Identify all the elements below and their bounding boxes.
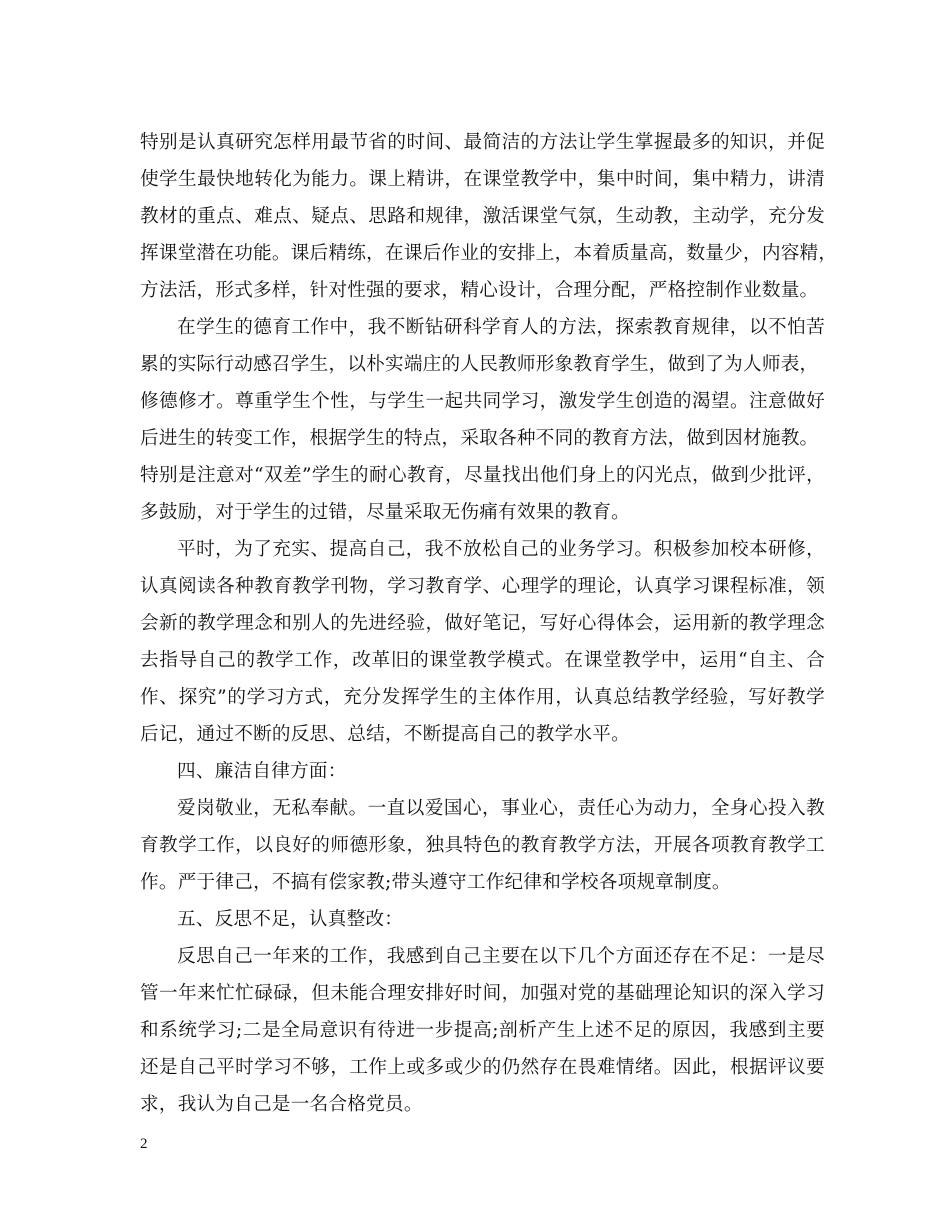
text-line: 方法活，形式多样，针对性强的要求，精心设计，合理分配，严格控制作业数量。	[140, 280, 819, 301]
text-line: 教材的重点、难点、疑点、思路和规律，激活课堂气氛，生动教，主动学，充分发	[140, 206, 825, 227]
text-line: 修德修才。尊重学生个性，与学生一起共同学习，激发学生创造的渴望。注意做好	[140, 391, 825, 412]
text-line: 管一年来忙忙碌碌，但未能合理安排好时间，加强对党的基础理论知识的深入学习	[140, 983, 825, 1004]
text-line: 作、探究”的学习方式，充分发挥学生的主体作用，认真总结教学经验，写好教学	[140, 687, 825, 708]
text-line: 作。严于律己，不搞有偿家教;带头遵守工作纪律和学校各项规章制度。	[140, 872, 731, 893]
text-line: 去指导自己的教学工作，改革旧的课堂教学模式。在课堂教学中，运用“自主、合	[140, 650, 825, 671]
text-line: 还是自己平时学习不够，工作上或多或少的仍然存在畏难情绪。因此，根据评议要	[140, 1057, 825, 1078]
text-line: 特别是注意对“双差”学生的耐心教育，尽量找出他们身上的闪光点，做到少批评，	[140, 465, 825, 486]
text-line: 多鼓励，对于学生的过错，尽量采取无伤痛有效果的教育。	[140, 502, 630, 523]
text-line: 挥课堂潜在功能。课后精练，在课后作业的安排上，本着质量高，数量少，内容精，	[140, 243, 838, 264]
paragraph-first-line: 在学生的德育工作中，我不断钻研科学育人的方法，探索教育规律，以不怕苦	[177, 317, 825, 338]
text-line: 累的实际行动感召学生，以朴实端庄的人民教师形象教育学生，做到了为人师表，	[140, 354, 819, 375]
document-body	[140, 124, 838, 1123]
text-line: 育教学工作，以良好的师德形象，独具特色的教育教学方法，开展各项教育教学工	[140, 835, 825, 856]
text-line: 后记，通过不断的反思、总结，不断提高自己的教学水平。	[140, 724, 630, 745]
section-heading: 五、反思不足，认真整改：	[177, 909, 404, 930]
paragraph-first-line: 爱岗敬业，无私奉献。一直以爱国心，事业心，责任心为动力，全身心投入教	[177, 798, 825, 819]
text-line: 和系统学习;二是全局意识有待进一步提高;剖析产生上述不足的原因，我感到主要	[140, 1020, 825, 1041]
text-line: 求，我认为自己是一名合格党员。	[140, 1094, 423, 1115]
text-line: 认真阅读各种教育教学刊物，学习教育学、心理学的理论，认真学习课程标准，领	[140, 576, 825, 597]
page-number: 2	[140, 1136, 148, 1152]
paragraph-first-line: 反思自己一年来的工作，我感到自己主要在以下几个方面还存在不足：一是尽	[177, 946, 825, 967]
text-line: 后进生的转变工作，根据学生的特点，采取各种不同的教育方法，做到因材施教。	[140, 428, 819, 449]
text-line: 特别是认真研究怎样用最节省的时间、最简洁的方法让学生掌握最多的知识，并促	[140, 132, 825, 153]
text-line: 会新的教学理念和别人的先进经验，做好笔记，写好心得体会，运用新的教学理念	[140, 613, 825, 634]
section-heading: 四、廉洁自律方面：	[177, 761, 347, 782]
paragraph-first-line: 平时，为了充实、提高自己，我不放松自己的业务学习。积极参加校本研修，	[177, 539, 825, 560]
text-line: 使学生最快地转化为能力。课上精讲，在课堂教学中，集中时间，集中精力，讲清	[140, 169, 825, 190]
